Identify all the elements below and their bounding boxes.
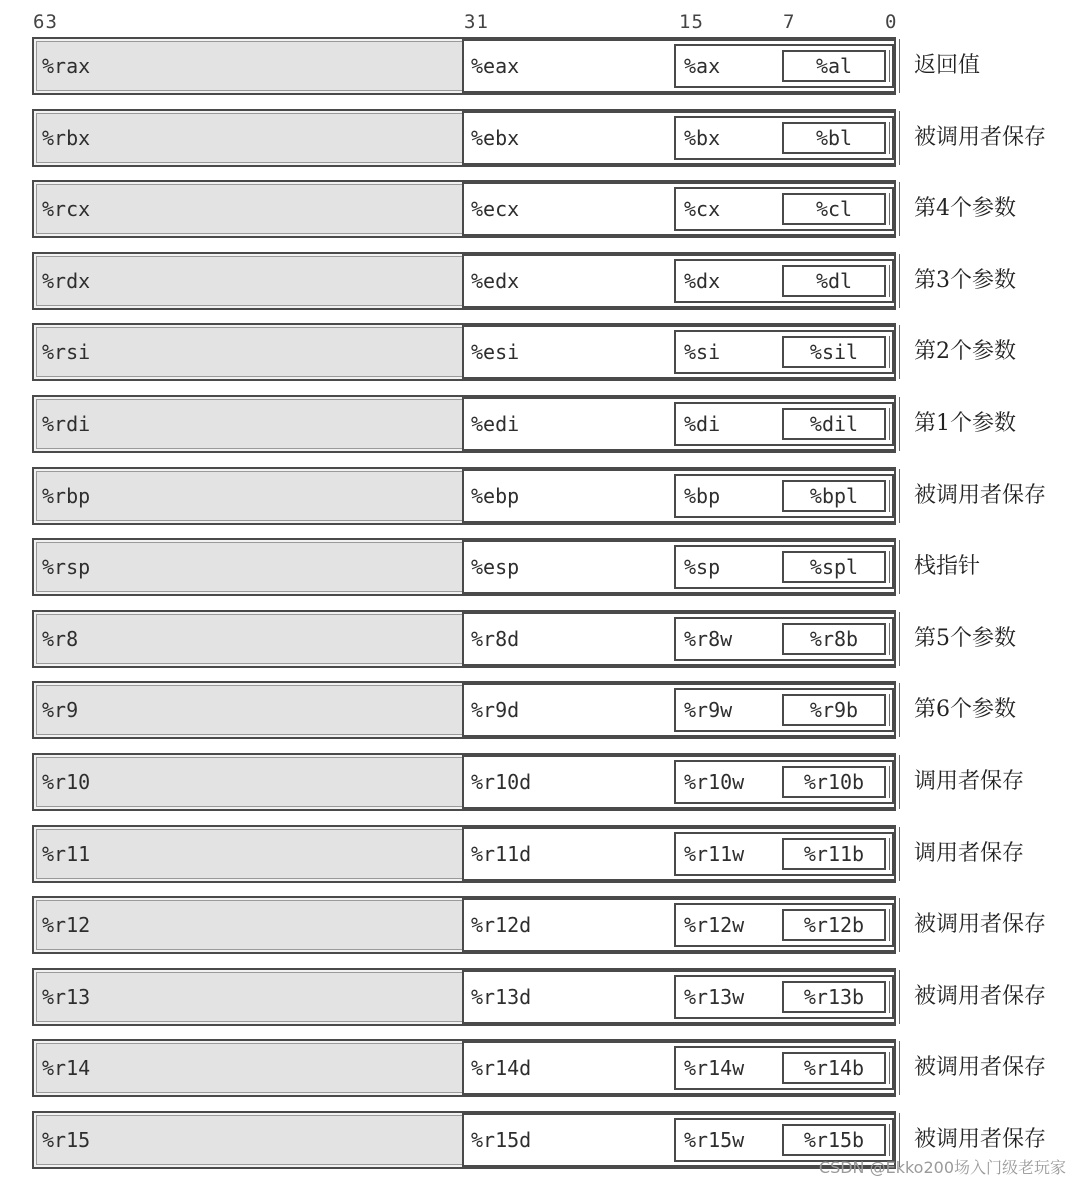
register-row [0,968,1080,1030]
register-16bit-name: %r9w [684,698,733,722]
register-32bit-name: %esp [471,555,520,579]
bit-label-7: 7 [783,11,796,33]
register-16bit-name: %dx [684,269,721,293]
register-64bit-name: %r12 [42,913,91,937]
register-32bit-name: %esi [471,340,520,364]
register-16bit-name: %r14w [684,1056,745,1080]
register-8bit-name: %al [815,54,853,78]
register-16bit-name: %r13w [684,985,745,1009]
register-row [0,825,1080,887]
register-8bit-name: %r14b [803,1056,865,1080]
register-16bit-name: %bp [684,484,721,508]
register-16bit-name: %r15w [684,1128,745,1152]
register-8bit-name: %r9b [809,698,859,722]
register-32bit-name: %r10d [471,770,532,794]
register-8bit-name: %dl [815,269,853,293]
register-16bit-name: %cx [684,197,721,221]
register-role: 第3个参数 [914,268,1016,293]
register-32bit-name: %r8d [471,627,520,651]
register-32bit-name: %r14d [471,1056,532,1080]
register-row [0,395,1080,457]
register-role: 第6个参数 [914,697,1016,722]
register-role: 被调用者保存 [914,1127,1047,1152]
register-role: 第5个参数 [914,626,1016,651]
register-32bit-name: %ebx [471,126,520,150]
register-role: 被调用者保存 [914,1055,1047,1080]
register-row [0,323,1080,385]
register-64bit-name: %rsp [42,555,91,579]
register-role: 第2个参数 [914,339,1016,364]
register-32bit-name: %ecx [471,197,520,221]
register-32bit-name: %ebp [471,484,520,508]
bit-label-31: 31 [464,11,489,33]
register-64bit-name: %r14 [42,1056,91,1080]
watermark: CSDN @Ekko200场入门级老玩家 [818,1158,1066,1177]
register-role: 被调用者保存 [914,483,1047,508]
register-role: 调用者保存 [914,841,1025,866]
register-64bit-name: %rdi [42,412,91,436]
register-32bit-name: %r15d [471,1128,532,1152]
register-64bit-name: %rax [42,54,91,78]
register-role: 调用者保存 [914,769,1025,794]
register-32bit-name: %r13d [471,985,532,1009]
register-32bit-name: %r12d [471,913,532,937]
register-64bit-name: %rsi [42,340,91,364]
register-8bit-name: %r15b [803,1128,865,1152]
register-64bit-name: %rdx [42,269,91,293]
register-64bit-name: %r10 [42,770,91,794]
register-16bit-name: %r12w [684,913,745,937]
register-32bit-name: %edi [471,412,520,436]
register-16bit-name: %ax [684,54,721,78]
register-64bit-name: %r15 [42,1128,91,1152]
register-row [0,1039,1080,1101]
register-8bit-name: %bpl [809,484,859,508]
register-8bit-name: %bl [815,126,853,150]
register-row [0,610,1080,672]
register-32bit-name: %eax [471,54,520,78]
register-8bit-name: %spl [809,555,859,579]
register-16bit-name: %r11w [684,842,745,866]
register-32bit-name: %r9d [471,698,520,722]
register-8bit-name: %r13b [803,985,865,1009]
register-row [0,681,1080,743]
bit-label-15: 15 [679,11,704,33]
bit-label-63: 63 [33,11,58,33]
register-16bit-name: %r8w [684,627,733,651]
register-32bit-name: %r11d [471,842,532,866]
register-row [0,37,1080,99]
register-role: 被调用者保存 [914,912,1047,937]
register-8bit-name: %sil [809,340,859,364]
register-8bit-name: %r8b [809,627,859,651]
register-16bit-name: %r10w [684,770,745,794]
register-row [0,109,1080,171]
register-64bit-name: %r9 [42,698,79,722]
register-row [0,896,1080,958]
register-64bit-name: %r11 [42,842,91,866]
register-64bit-name: %r8 [42,627,79,651]
register-8bit-name: %dil [809,412,859,436]
register-8bit-name: %r11b [803,842,865,866]
register-8bit-name: %r12b [803,913,865,937]
bit-label-0: 0 [885,11,898,33]
register-64bit-name: %rcx [42,197,91,221]
register-16bit-name: %di [684,412,721,436]
register-16bit-name: %si [684,340,721,364]
register-role: 第4个参数 [914,196,1016,221]
register-8bit-name: %r10b [803,770,865,794]
register-8bit-name: %cl [815,197,853,221]
register-role: 返回值 [914,53,981,78]
register-16bit-name: %bx [684,126,721,150]
register-row [0,538,1080,600]
register-role: 被调用者保存 [914,125,1047,150]
register-row [0,753,1080,815]
register-row [0,467,1080,529]
register-role: 第1个参数 [914,411,1016,436]
register-row [0,180,1080,242]
register-64bit-name: %rbp [42,484,91,508]
register-32bit-name: %edx [471,269,520,293]
register-16bit-name: %sp [684,555,721,579]
register-role: 被调用者保存 [914,984,1047,1009]
register-64bit-name: %rbx [42,126,91,150]
register-role: 栈指针 [914,554,981,579]
register-64bit-name: %r13 [42,985,91,1009]
register-row [0,252,1080,314]
